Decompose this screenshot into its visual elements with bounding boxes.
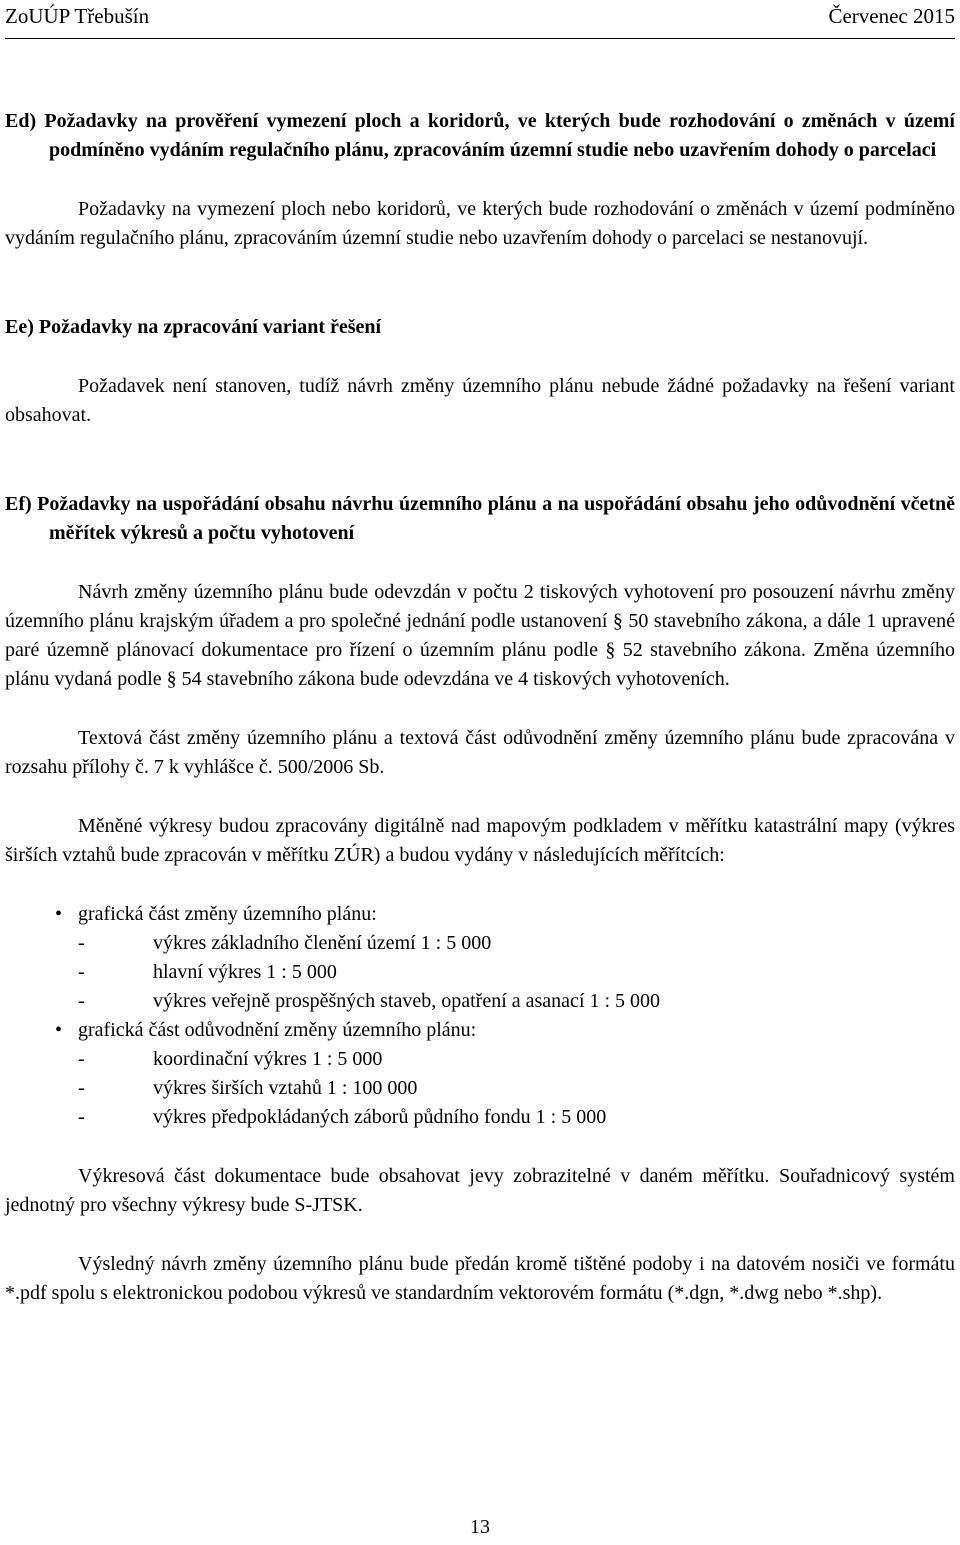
section-ef-paragraph-4: Výkresová část dokumentace bude obsahovat jevy zobrazitelné v daném měřítku. Souřadnicový systém jednotný pro všechny výkresy bude S-JTSK.	[5, 1165, 955, 1216]
dash-marker: -	[78, 990, 85, 1012]
list-item-text: výkres veřejně prospěšných staveb, opatření a asanací 1 : 5 000	[153, 990, 661, 1012]
list-item-text: výkres předpokládaných záborů půdního fondu 1 : 5 000	[153, 1106, 607, 1128]
section-ef-heading: Ef) Požadavky na uspořádání obsahu návrhu územního plánu a na uspořádání obsahu jeho odůvodnění včetně měřítek výkresů a počtu vyhotovení	[5, 493, 955, 544]
list-item-text: výkres širších vztahů 1 : 100 000	[153, 1077, 418, 1099]
section-ed-heading: Ed) Požadavky na prověření vymezení ploch a koridorů, ve kterých bude rozhodování o změnách v území podmíněno vydáním regulačního plánu, zpracováním územní studie nebo uzavřením dohody o parcelaci	[5, 110, 955, 161]
list-item	[5, 1074, 955, 1103]
header-document-title: ZoUÚP Třebušín	[5, 4, 150, 28]
list-item	[5, 958, 955, 987]
page-header	[5, 4, 955, 34]
list-item	[5, 900, 955, 929]
dash-marker: -	[78, 1077, 85, 1099]
list-group-label: grafická část změny územního plánu:	[78, 903, 377, 925]
header-date: Červenec 2015	[828, 4, 955, 28]
list-item	[5, 987, 955, 1016]
dash-marker: -	[78, 1106, 85, 1128]
section-ed-paragraph: Požadavky na vymezení ploch nebo koridorů, ve kterých bude rozhodování o změnách v území podmíněno vydáním regulačního plánu, zpracováním územní studie nebo uzavřením dohody o parcelaci se nestanovují.	[5, 198, 955, 249]
list-item	[5, 1016, 955, 1045]
section-ef-paragraph-2: Textová část změny územního plánu a textová část odůvodnění změny územního plánu bude zpracována v rozsahu přílohy č. 7 k vyhlášce č. 500/2006 Sb.	[5, 727, 955, 778]
bullet-icon: •	[55, 903, 63, 925]
page-number: 13	[470, 1516, 490, 1538]
list-group-label: grafická část odůvodnění změny územního plánu:	[78, 1019, 477, 1041]
list-item-text: hlavní výkres 1 : 5 000	[153, 961, 337, 983]
list-item	[5, 929, 955, 958]
list-item-text: výkres základního členění území 1 : 5 000	[153, 932, 492, 954]
document-body	[5, 107, 955, 1308]
dash-marker: -	[78, 1048, 85, 1070]
list-item-text: koordinační výkres 1 : 5 000	[153, 1048, 383, 1070]
section-ef-paragraph-5: Výsledný návrh změny územního plánu bude předán kromě tištěné podoby i na datovém nosiči ve formátu *.pdf spolu s elektronickou podobou výkresů ve standardním vektorovém formátu (*.dgn, *.dwg nebo *.shp).	[5, 1253, 955, 1304]
section-ef-paragraph-1: Návrh změny územního plánu bude odevzdán v počtu 2 tiskových vyhotovení pro posouzení návrhu změny územního plánu krajským úřadem a pro společné jednání podle ustanovení § 50 stavebního zákona, a dále 1 upravené paré územně plánovací dokumentace pro řízení o územním plánu podle § 52 stavebního zákona. Změna územního plánu vydaná podle § 54 stavebního zákona bude odevzdána ve 4 tiskových vyhotoveních.	[5, 581, 955, 690]
header-divider	[5, 38, 955, 39]
list-item	[5, 1103, 955, 1132]
drawing-scales-list	[5, 900, 955, 1132]
bullet-icon: •	[55, 1019, 63, 1041]
section-ee-paragraph: Požadavek není stanoven, tudíž návrh změny územního plánu nebude žádné požadavky na řešení variant obsahovat.	[5, 375, 955, 426]
list-item	[5, 1045, 955, 1074]
dash-marker: -	[78, 932, 85, 954]
section-ef-paragraph-3: Měněné výkresy budou zpracovány digitálně nad mapovým podkladem v měřítku katastrální mapy (výkres širších vztahů bude zpracován v měřítku ZÚR) a budou vydány v následujících měřítcích:	[5, 815, 955, 866]
dash-marker: -	[78, 961, 85, 983]
section-ee-heading: Ee) Požadavky na zpracování variant řešení	[5, 316, 382, 338]
